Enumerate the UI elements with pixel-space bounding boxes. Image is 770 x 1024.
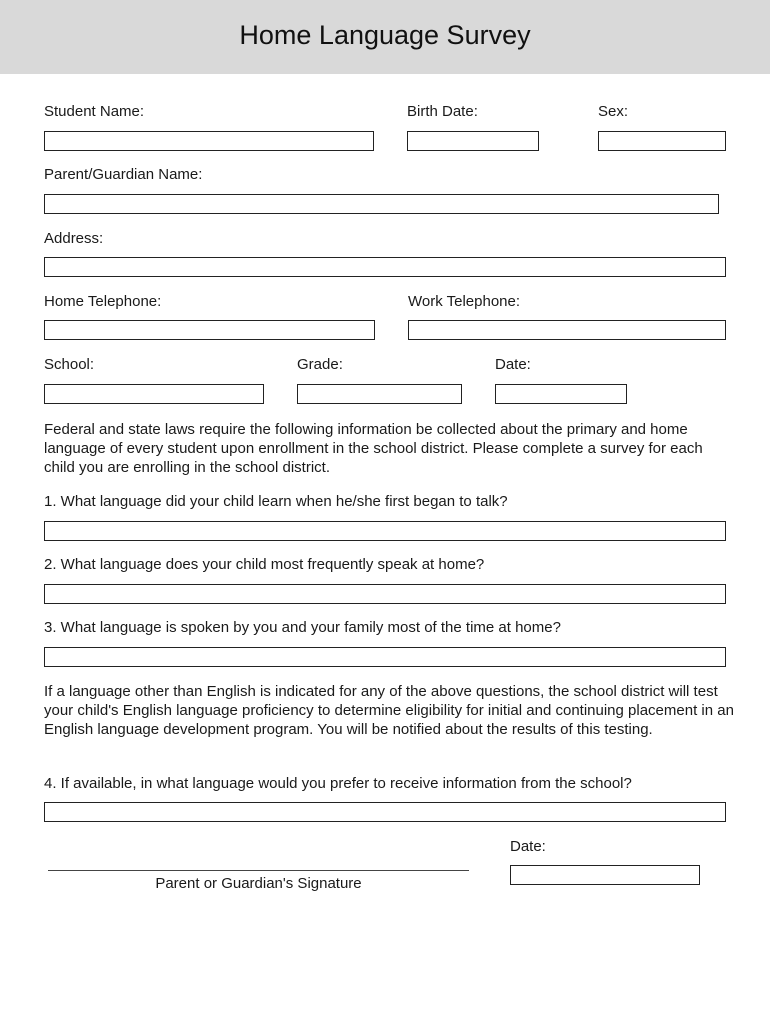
grade-label: Grade:: [297, 356, 343, 373]
question-1-input[interactable]: [44, 521, 726, 541]
signature-label: Parent or Guardian's Signature: [155, 875, 362, 892]
school-input[interactable]: [44, 384, 264, 404]
date-label: Date:: [495, 356, 531, 373]
signature-date-input[interactable]: [510, 865, 700, 885]
intro-paragraph: Federal and state laws require the following information be collected about the primary and home language of every student upon enrollment in the school district. Please complete a survey for each child you are enrolling in the school district.: [44, 421, 703, 476]
question-3-input[interactable]: [44, 647, 726, 667]
parent-name-label: Parent/Guardian Name:: [44, 166, 203, 183]
school-label: School:: [44, 356, 95, 373]
birth-date-label: Birth Date:: [407, 103, 478, 120]
birth-date-input[interactable]: [407, 131, 539, 151]
notice-paragraph: If a language other than English is indicated for any of the above questions, the school district will test your child's English language proficiency to determine eligibility for initial and continuing placement in an English language development program. You will be notified about the results of this testing.: [44, 683, 734, 738]
page-header: [0, 0, 770, 74]
sex-label: Sex:: [598, 103, 629, 120]
home-telephone-label: Home Telephone:: [44, 293, 162, 310]
question-2-label: 2. What language does your child most frequently speak at home?: [44, 556, 485, 573]
signature-line[interactable]: [48, 870, 469, 871]
signature-date-label: Date:: [510, 838, 546, 855]
date-input[interactable]: [495, 384, 627, 404]
grade-input[interactable]: [297, 384, 462, 404]
parent-name-input[interactable]: [44, 194, 719, 214]
address-label: Address:: [44, 230, 104, 247]
home-telephone-input[interactable]: [44, 320, 375, 340]
student-name-input[interactable]: [44, 131, 374, 151]
question-4-label: 4. If available, in what language would you prefer to receive information from the school?: [44, 775, 632, 792]
question-3-label: 3. What language is spoken by you and your family most of the time at home?: [44, 619, 561, 636]
work-telephone-label: Work Telephone:: [408, 293, 521, 310]
student-name-label: Student Name:: [44, 103, 145, 120]
question-4-input[interactable]: [44, 802, 726, 822]
address-input[interactable]: [44, 257, 726, 277]
sex-input[interactable]: [598, 131, 726, 151]
question-1-label: 1. What language did your child learn when he/she first began to talk?: [44, 493, 508, 510]
question-2-input[interactable]: [44, 584, 726, 604]
page-title: Home Language Survey: [239, 20, 531, 50]
work-telephone-input[interactable]: [408, 320, 726, 340]
